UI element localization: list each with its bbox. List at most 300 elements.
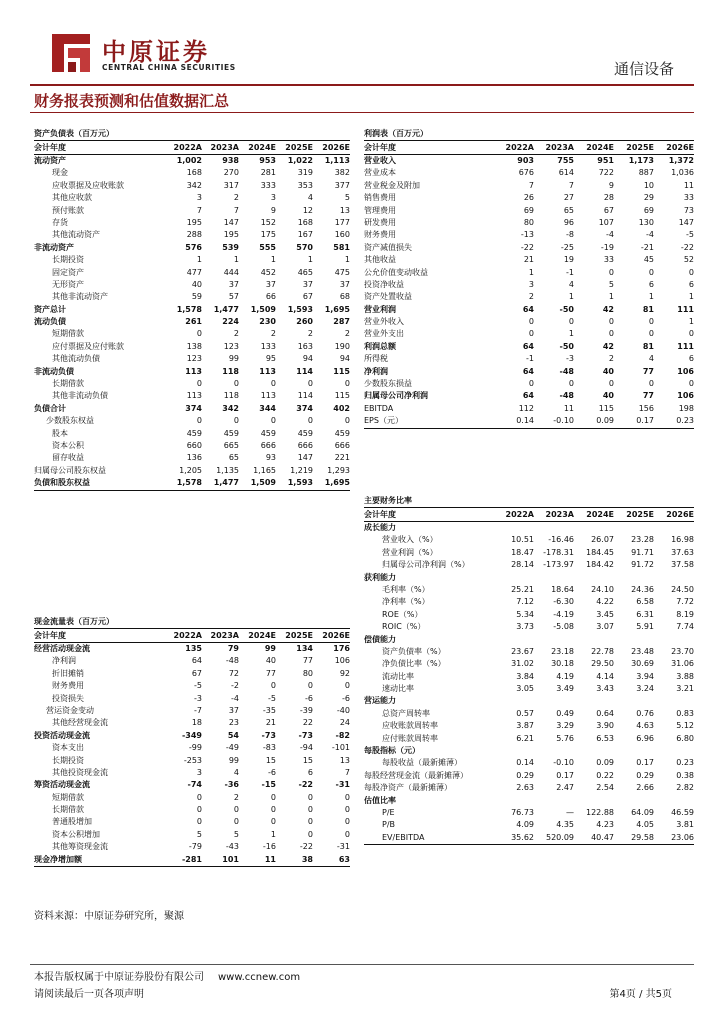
table-cell: 115 xyxy=(598,403,614,413)
table-cell: 23.06 xyxy=(671,832,694,842)
table-cell: 76.73 xyxy=(511,807,534,817)
table-cell: 0 xyxy=(688,329,694,339)
row-label: EV/EBITDA xyxy=(382,832,425,842)
row-label: 投资损失 xyxy=(52,693,84,703)
table-cell: 114 xyxy=(296,366,313,376)
data-source-note: 资料来源：中原证券研究所，聚源 xyxy=(34,911,184,922)
table-cell: 0.22 xyxy=(596,770,614,780)
table-cell: 1,578 xyxy=(176,304,202,314)
table-cell: 25.21 xyxy=(511,584,534,594)
table-cell: 24.36 xyxy=(631,584,654,594)
table-cell xyxy=(534,634,574,646)
table-row xyxy=(34,415,350,427)
table-cell: 37 xyxy=(339,279,350,289)
table-cell: 0.57 xyxy=(516,708,534,718)
table-cell: 3.07 xyxy=(596,622,614,632)
table-row xyxy=(364,291,694,303)
table-cell: 287 xyxy=(333,317,350,327)
row-label: 应付票据及应付账款 xyxy=(52,341,124,351)
row-label: 每股指标（元） xyxy=(364,746,420,756)
key-ratios-table xyxy=(364,494,694,845)
table-cell: 0 xyxy=(528,317,534,327)
row-label: 成长能力 xyxy=(364,523,396,532)
table-cell: 37 xyxy=(302,279,313,289)
table-cell: 261 xyxy=(185,317,202,327)
table-cell xyxy=(654,522,694,534)
table-cell: 160 xyxy=(334,230,350,240)
column-header-year: 2023A xyxy=(545,510,574,519)
table-cell: 23.48 xyxy=(631,646,654,656)
table-cell: 7 xyxy=(233,205,239,215)
table-cell: 1 xyxy=(528,267,534,277)
table-cell: 230 xyxy=(259,317,276,327)
table-cell: 0 xyxy=(196,379,202,389)
table-cell xyxy=(574,695,614,707)
table-cell: 29.50 xyxy=(591,659,614,669)
table-cell: 27 xyxy=(563,193,574,203)
table-cell: 281 xyxy=(260,168,276,178)
table-cell: -173.97 xyxy=(543,560,574,570)
row-label: 公允价值变动收益 xyxy=(364,267,428,277)
table-cell: 3.49 xyxy=(556,684,574,694)
table-cell xyxy=(534,795,574,807)
company-logo xyxy=(48,30,238,76)
table-cell xyxy=(614,572,654,584)
table-row xyxy=(34,841,350,853)
table-cell: 1 xyxy=(307,255,313,265)
table-row xyxy=(34,167,350,179)
table-row xyxy=(364,757,694,769)
table-cell: 3.21 xyxy=(676,684,694,694)
table-cell: 576 xyxy=(185,242,202,252)
table-cell: 2 xyxy=(528,292,534,302)
table-cell: 2.82 xyxy=(676,783,694,793)
row-label: EPS（元） xyxy=(364,416,403,426)
table-row xyxy=(364,547,694,559)
row-label: 其他非流动负债 xyxy=(52,391,108,401)
table-cell: 0 xyxy=(344,817,350,827)
table-row xyxy=(364,683,694,695)
table-cell: -50 xyxy=(559,304,574,314)
table-cell: 45 xyxy=(643,255,654,265)
row-label: 营业利润 xyxy=(364,304,396,314)
table-cell: 29.58 xyxy=(631,832,654,842)
table-cell: -83 xyxy=(262,743,276,753)
table-cell: 114 xyxy=(297,391,313,401)
table-cell: 938 xyxy=(222,156,239,165)
table-cell: 28.14 xyxy=(511,560,534,570)
table-cell: 3.05 xyxy=(516,684,534,694)
table-cell: 260 xyxy=(296,317,313,327)
table-cell: 156 xyxy=(638,403,654,413)
table-cell: 93 xyxy=(265,453,276,463)
table-cell: 0.17 xyxy=(636,416,654,426)
table-caption: 主要财务比率 xyxy=(364,494,694,508)
table-cell: 0 xyxy=(307,817,313,827)
table-cell: 69 xyxy=(523,205,534,215)
table-cell: -31 xyxy=(335,780,350,790)
table-cell: 224 xyxy=(222,317,239,327)
table-cell: -4.19 xyxy=(553,609,574,619)
table-row xyxy=(364,819,694,831)
table-cell: 1,509 xyxy=(250,478,276,488)
table-row xyxy=(364,559,694,571)
table-cell: 2 xyxy=(233,792,239,802)
table-cell: 33 xyxy=(603,255,614,265)
table-cell: 1,173 xyxy=(628,156,654,165)
table-cell: -15 xyxy=(261,780,276,790)
table-cell: 1,477 xyxy=(213,478,239,488)
table-cell: 0 xyxy=(344,805,350,815)
row-label: 短期借款 xyxy=(52,329,84,339)
table-row xyxy=(364,770,694,782)
table-cell: 0 xyxy=(270,379,276,389)
table-cell: 459 xyxy=(297,428,313,438)
table-row xyxy=(34,229,350,241)
table-cell: 63 xyxy=(338,854,350,864)
table-cell: 0 xyxy=(233,379,239,389)
table-cell: 11 xyxy=(264,854,276,864)
table-cell: -94 xyxy=(299,743,313,753)
table-cell: 42 xyxy=(602,304,614,314)
row-label: 应收票据及应收账款 xyxy=(52,180,124,190)
table-cell: 168 xyxy=(297,217,313,227)
table-row xyxy=(364,366,694,378)
table-row xyxy=(364,403,694,415)
table-cell: 77 xyxy=(302,656,313,666)
table-row xyxy=(364,353,694,365)
income-statement-table xyxy=(364,127,694,429)
row-label: 营运能力 xyxy=(364,696,396,706)
table-cell: 3 xyxy=(196,193,202,203)
table-cell: 1 xyxy=(344,255,350,265)
table-cell: 130 xyxy=(638,217,654,227)
table-cell: 7 xyxy=(568,180,574,190)
table-cell: -40 xyxy=(336,705,350,715)
table-cell: 31.06 xyxy=(671,659,694,669)
column-header-year: 2026E xyxy=(322,143,350,152)
table-cell: — xyxy=(566,807,574,817)
row-label: 普通股增加 xyxy=(52,817,92,827)
table-row xyxy=(364,341,694,353)
table-cell: 147 xyxy=(297,453,313,463)
table-row xyxy=(34,717,350,729)
row-label: 偿债能力 xyxy=(364,634,396,644)
table-cell: 37 xyxy=(265,279,276,289)
table-cell: 666 xyxy=(297,440,313,450)
table-cell: -22 xyxy=(680,242,694,252)
table-cell: 4 xyxy=(233,767,239,777)
row-label: 经营活动现金流 xyxy=(34,644,90,653)
table-cell: -1 xyxy=(566,267,574,277)
table-cell: 64 xyxy=(522,391,534,401)
table-cell: 6.80 xyxy=(676,733,694,743)
table-cell: 15 xyxy=(302,755,313,765)
table-row xyxy=(34,341,350,353)
table-cell: -3 xyxy=(194,693,202,703)
table-cell: 81 xyxy=(642,341,654,351)
table-cell: -25 xyxy=(560,242,574,252)
table-cell: 35.62 xyxy=(511,832,534,842)
table-cell: 1,135 xyxy=(216,465,239,475)
table-cell: 2.66 xyxy=(636,783,654,793)
table-cell: 3.87 xyxy=(516,721,534,731)
row-label: 留存收益 xyxy=(52,453,84,463)
table-row xyxy=(364,390,694,402)
table-cell: 57 xyxy=(228,292,239,302)
table-row xyxy=(34,267,350,279)
table-cell: 13 xyxy=(339,755,350,765)
row-label: 其他经营现金流 xyxy=(52,718,108,728)
table-cell: 0 xyxy=(344,379,350,389)
table-cell: -36 xyxy=(224,780,239,790)
table-cell: 1,593 xyxy=(287,478,313,488)
cash-flow-table xyxy=(34,615,350,867)
row-label: 营业收入（%） xyxy=(382,535,438,545)
table-cell: -6 xyxy=(305,693,313,703)
column-header-year: 2026E xyxy=(666,510,694,519)
table-cell: 23.67 xyxy=(511,646,534,656)
table-cell: 1,165 xyxy=(253,465,276,475)
row-label: 流动负债 xyxy=(34,317,66,327)
table-row xyxy=(34,730,350,742)
row-label: 毛利率（%） xyxy=(382,584,430,594)
table-cell: 1 xyxy=(648,292,654,302)
table-cell: 0 xyxy=(688,379,694,389)
table-cell: 80 xyxy=(302,668,313,678)
row-label: 每股净资产（最新摊薄） xyxy=(364,783,452,793)
table-cell: -253 xyxy=(183,755,202,765)
table-cell: 0.17 xyxy=(556,770,574,780)
table-cell: 18 xyxy=(191,718,202,728)
row-label: 流动资产 xyxy=(34,156,66,165)
table-caption: 现金流量表（百万元） xyxy=(34,615,350,629)
table-cell xyxy=(534,695,574,707)
table-cell: 38 xyxy=(301,854,313,864)
table-cell: 614 xyxy=(558,168,574,178)
table-cell: 3.94 xyxy=(636,671,654,681)
table-row xyxy=(34,477,350,490)
table-cell: 195 xyxy=(186,217,202,227)
balance-sheet-table xyxy=(34,127,350,491)
table-row xyxy=(364,621,694,633)
table-cell xyxy=(494,695,534,707)
table-cell: 0 xyxy=(307,681,313,691)
table-header-row xyxy=(34,629,350,643)
table-cell: -3 xyxy=(566,354,574,364)
table-cell: 37.63 xyxy=(671,547,694,557)
table-row xyxy=(34,205,350,217)
table-cell xyxy=(534,745,574,757)
table-cell: 31.02 xyxy=(511,659,534,669)
footer-url-link[interactable]: www.ccnew.com xyxy=(218,972,301,983)
table-cell: 13 xyxy=(339,205,350,215)
table-cell: 0 xyxy=(270,681,276,691)
table-cell: 12 xyxy=(302,205,313,215)
table-row xyxy=(34,779,350,791)
table-cell: 95 xyxy=(265,354,276,364)
row-label: P/B xyxy=(382,820,396,830)
row-label: 投资净收益 xyxy=(364,279,404,289)
table-cell: 1,509 xyxy=(250,304,276,314)
table-cell: 0 xyxy=(528,379,534,389)
table-cell: -4 xyxy=(646,230,654,240)
table-row xyxy=(364,155,694,167)
column-header-year: 2024E xyxy=(248,143,276,152)
row-label: 财务费用 xyxy=(52,681,84,691)
table-cell: 0 xyxy=(648,329,654,339)
table-cell: 2 xyxy=(307,329,313,339)
table-cell: 136 xyxy=(186,453,202,463)
row-label: 其他收益 xyxy=(364,255,396,265)
table-cell: 3 xyxy=(528,279,534,289)
table-cell: 342 xyxy=(186,180,202,190)
table-cell: 0.29 xyxy=(636,770,654,780)
table-cell: 4.35 xyxy=(556,820,574,830)
table-cell: 4.09 xyxy=(516,820,534,830)
table-cell: 40 xyxy=(602,391,614,401)
table-cell: 0.23 xyxy=(676,416,694,426)
table-cell: 0 xyxy=(608,317,614,327)
table-cell: 152 xyxy=(260,217,276,227)
row-label: 营业收入 xyxy=(364,156,396,165)
table-row xyxy=(364,205,694,217)
table-cell: 333 xyxy=(260,180,276,190)
table-cell: 0 xyxy=(344,829,350,839)
table-cell: 59 xyxy=(191,292,202,302)
table-cell: 903 xyxy=(517,156,534,165)
table-row xyxy=(34,390,350,402)
table-cell: 79 xyxy=(227,644,239,653)
row-label: 财务费用 xyxy=(364,230,396,240)
table-cell: -7 xyxy=(194,705,202,715)
table-row xyxy=(34,693,350,705)
row-label: 应收账款周转率 xyxy=(382,721,438,731)
table-cell: 80 xyxy=(523,217,534,227)
table-cell xyxy=(654,745,694,757)
table-cell: 40 xyxy=(265,656,276,666)
table-row xyxy=(364,242,694,254)
table-cell: 0 xyxy=(270,817,276,827)
table-row xyxy=(364,671,694,683)
table-row xyxy=(34,403,350,415)
table-cell: 0 xyxy=(196,792,202,802)
table-cell: 134 xyxy=(296,644,313,653)
table-row xyxy=(34,279,350,291)
table-cell: 77 xyxy=(265,668,276,678)
table-cell: 0.76 xyxy=(636,708,654,718)
column-header-year: 2022A xyxy=(173,143,202,152)
table-cell: 477 xyxy=(186,267,202,277)
table-cell: 8.19 xyxy=(676,609,694,619)
table-cell: 37 xyxy=(228,279,239,289)
row-label: 资本公积增加 xyxy=(52,829,100,839)
table-cell: 4.05 xyxy=(636,820,654,830)
table-cell: 666 xyxy=(334,440,350,450)
table-cell: 23.70 xyxy=(671,646,694,656)
table-cell: -6.30 xyxy=(553,597,574,607)
table-row xyxy=(34,465,350,477)
table-cell: -0.10 xyxy=(553,758,574,768)
table-cell: 288 xyxy=(186,230,202,240)
table-cell: 28 xyxy=(603,193,614,203)
table-cell: 4.63 xyxy=(636,721,654,731)
table-cell: 270 xyxy=(223,168,239,178)
row-label: 估值比率 xyxy=(364,795,396,805)
table-cell: 221 xyxy=(334,453,350,463)
table-cell: 113 xyxy=(186,391,202,401)
table-cell: 0 xyxy=(270,792,276,802)
table-cell xyxy=(494,745,534,757)
table-cell: 175 xyxy=(260,230,276,240)
row-label: 净利润 xyxy=(52,656,76,666)
table-row xyxy=(34,254,350,266)
table-row xyxy=(34,755,350,767)
table-cell: 99 xyxy=(228,354,239,364)
table-cell: 64.09 xyxy=(631,807,654,817)
table-cell: 2 xyxy=(233,193,239,203)
table-cell xyxy=(574,634,614,646)
row-label: 现金 xyxy=(52,168,68,178)
table-row xyxy=(364,596,694,608)
column-header-year: 2025E xyxy=(626,510,654,519)
table-cell: 0 xyxy=(196,805,202,815)
table-row xyxy=(34,378,350,390)
table-cell: 72 xyxy=(228,668,239,678)
row-label: 现金净增加额 xyxy=(34,854,82,864)
row-label: 资本支出 xyxy=(52,743,84,753)
table-cell: 135 xyxy=(185,644,202,653)
table-cell: 0 xyxy=(688,267,694,277)
table-cell: 539 xyxy=(222,242,239,252)
table-cell: 3 xyxy=(270,193,276,203)
table-cell: 465 xyxy=(297,267,313,277)
table-cell: 6.58 xyxy=(636,597,654,607)
table-cell: -5 xyxy=(686,230,694,240)
table-row xyxy=(34,804,350,816)
table-row xyxy=(34,668,350,680)
row-label: 管理费用 xyxy=(364,205,396,215)
table-cell xyxy=(494,522,534,534)
footer-copyright: 本报告版权属于中原证券股份有限公司 xyxy=(34,972,204,983)
table-cell: 3.45 xyxy=(596,609,614,619)
table-cell: 0 xyxy=(648,267,654,277)
table-cell: 91.72 xyxy=(631,560,654,570)
table-cell: 30.18 xyxy=(551,659,574,669)
table-cell: 123 xyxy=(186,354,202,364)
table-cell: -281 xyxy=(181,854,202,864)
table-cell: 581 xyxy=(333,242,350,252)
row-label: 长期借款 xyxy=(52,379,84,389)
table-cell: 23 xyxy=(228,718,239,728)
column-header-year: 2025E xyxy=(626,143,654,152)
table-row xyxy=(364,254,694,266)
table-row xyxy=(364,720,694,732)
column-header-year: 2024E xyxy=(586,510,614,519)
table-cell: 0 xyxy=(196,329,202,339)
table-cell: 0.23 xyxy=(676,758,694,768)
table-cell: 1 xyxy=(568,329,574,339)
table-cell: -1 xyxy=(526,354,534,364)
table-cell: 0 xyxy=(307,379,313,389)
table-cell: -16 xyxy=(262,842,276,852)
table-cell: 0 xyxy=(233,817,239,827)
table-cell: 2 xyxy=(233,329,239,339)
table-cell: 374 xyxy=(296,403,313,413)
table-cell: 37.58 xyxy=(671,560,694,570)
row-label: 研发费用 xyxy=(364,217,396,227)
row-label: 少数股东损益 xyxy=(364,379,412,389)
